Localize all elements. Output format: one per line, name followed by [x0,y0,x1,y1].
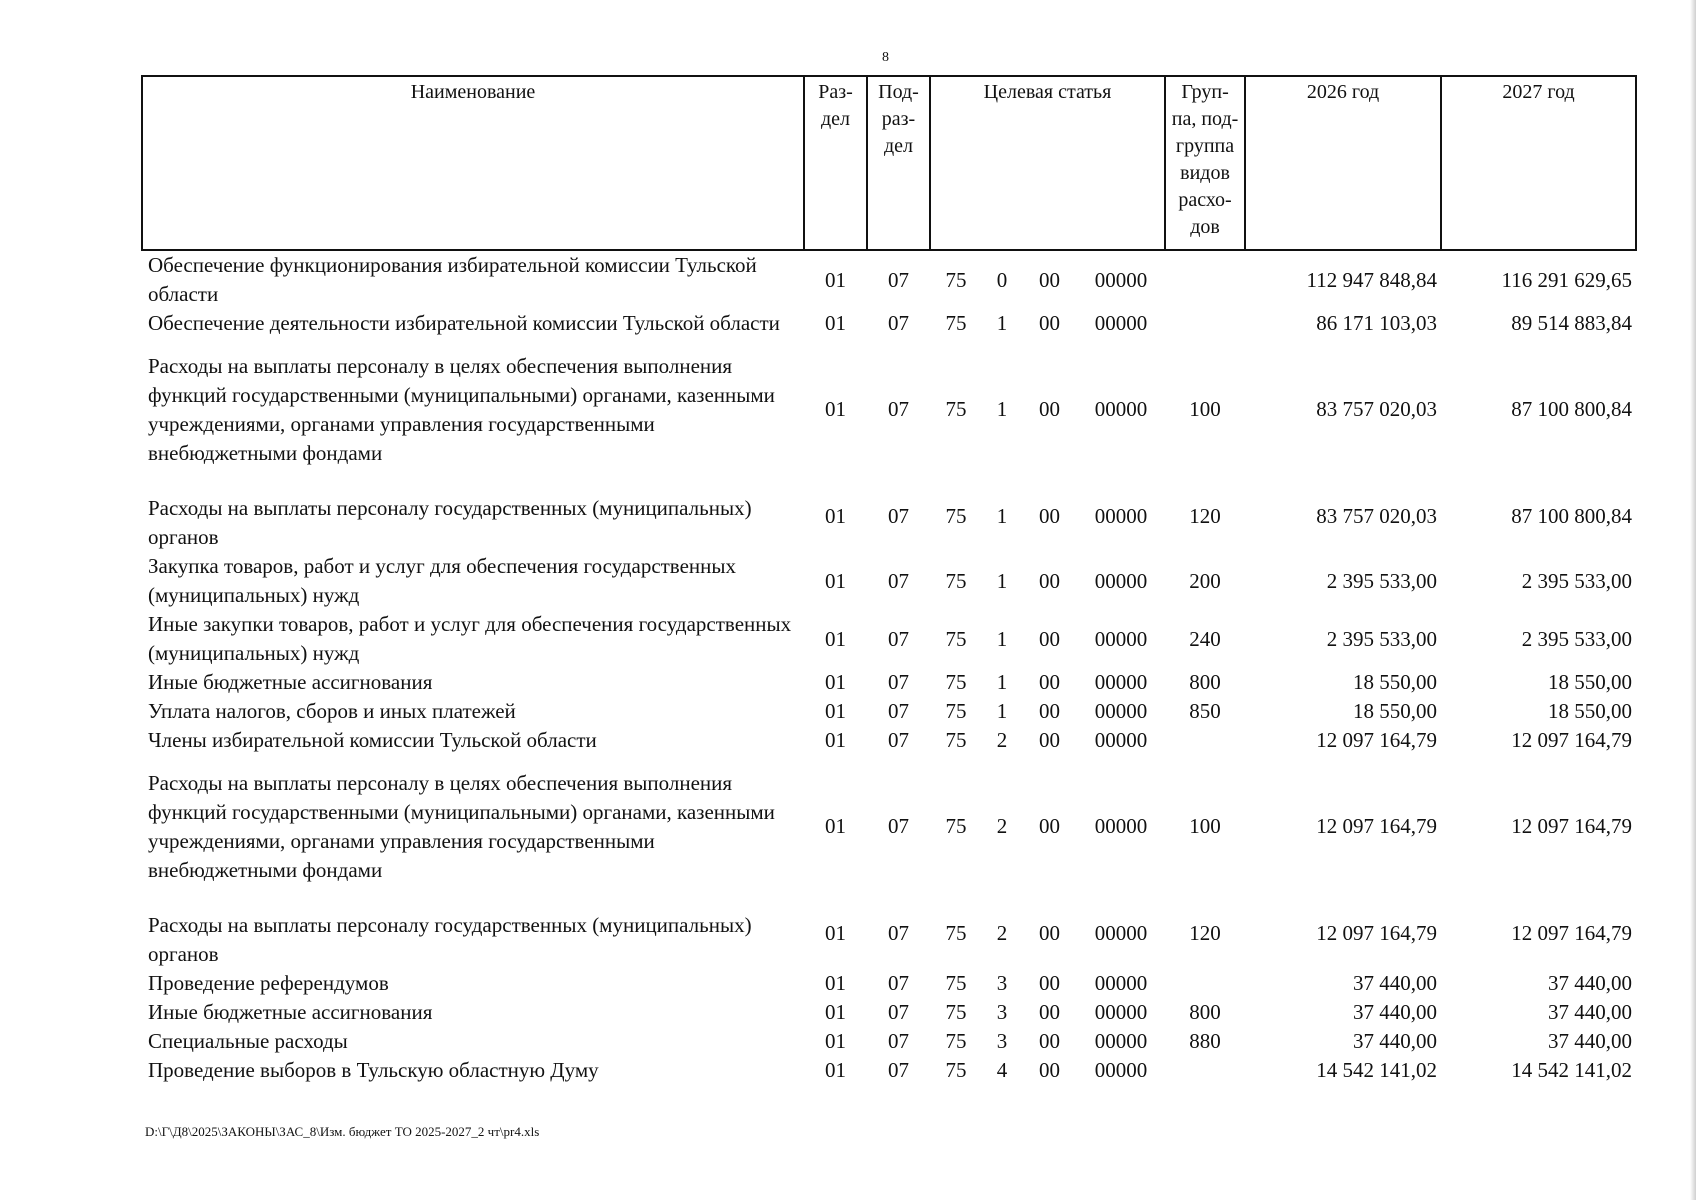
header-expense-group: Груп- па, под- группа видов расхо- дов [1165,76,1245,250]
row-target-direction: 00000 [1094,1029,1148,1053]
row-amount-2027: 2 395 533,00 [1521,626,1633,651]
header-year-2027: 2027 год [1441,76,1636,250]
row-razdel: 01 [825,626,846,651]
row-target-event: 00 [1039,568,1060,593]
row-amount-2026: 37 440,00 [1353,971,1438,995]
row-amount-2026: 37 440,00 [1353,1000,1438,1024]
row-name: Проведение референдумов [148,971,389,995]
budget-table [141,75,1637,1085]
row-target-program: 75 [945,670,967,694]
row-podrazdel: 07 [888,699,909,723]
row-target-subprogram: 3 [996,1029,1008,1053]
row-target-event: 00 [1039,670,1060,694]
row-name: Расходы на выплаты персоналу в целях обеспечения выполнения функций государственными (муниципальными) органами, казенными учреждениями, органами управления государственными внебюджетными фондами [148,771,775,882]
row-target-subprogram: 4 [996,1058,1008,1082]
row-expense-group: 800 [1189,1000,1221,1024]
row-target-direction: 00000 [1094,670,1148,694]
row-target-subprogram: 2 [996,728,1008,752]
table-row [142,755,1636,897]
row-target-event: 00 [1039,396,1060,421]
row-target-direction: 00000 [1094,503,1148,528]
table-row [142,897,1636,969]
row-target-program: 75 [945,699,967,723]
row-name: Проведение выборов в Тульскую областную Думу [148,1058,599,1082]
row-amount-2027: 116 291 629,65 [1501,267,1633,292]
table-row [142,726,1636,755]
row-razdel: 01 [825,920,846,945]
row-name: Расходы на выплаты персоналу в целях обеспечения выполнения функций государственными (муниципальными) органами, казенными учреждениями, органами управления государственными внебюджетными фондами [148,354,775,465]
table-row [142,1027,1636,1056]
header-name: Наименование [142,76,804,250]
row-razdel: 01 [825,813,846,838]
table-row [142,309,1636,338]
row-podrazdel: 07 [888,971,909,995]
row-name: Иные бюджетные ассигнования [148,1000,433,1024]
row-expense-group [1165,250,1245,309]
row-target-direction: 00000 [1094,813,1148,838]
page-number: 8 [882,50,889,65]
table-row [142,969,1636,998]
row-name: Иные закупки товаров, работ и услуг для обеспечения государственных (муниципальных) нужд [148,612,792,665]
row-expense-group [1165,726,1245,755]
row-amount-2027: 18 550,00 [1548,699,1633,723]
row-target-subprogram: 1 [996,396,1008,421]
row-target-event: 00 [1039,1000,1060,1024]
table-row [142,480,1636,552]
row-target-event: 00 [1039,1058,1060,1082]
row-expense-group [1165,309,1245,338]
row-name: Специальные расходы [148,1029,348,1053]
table-row [142,697,1636,726]
row-name: Члены избирательной комиссии Тульской области [148,728,597,752]
row-amount-2026: 18 550,00 [1353,699,1438,723]
row-target-program: 75 [945,1000,967,1024]
row-amount-2026: 83 757 020,03 [1316,396,1438,421]
row-amount-2026: 12 097 164,79 [1316,813,1438,838]
row-target-direction: 00000 [1094,311,1148,335]
row-amount-2027: 2 395 533,00 [1521,568,1633,593]
row-amount-2026: 14 542 141,02 [1316,1058,1438,1082]
row-amount-2026: 83 757 020,03 [1316,503,1438,528]
row-name: Уплата налогов, сборов и иных платежей [148,699,516,723]
row-target-subprogram: 2 [996,920,1008,945]
row-amount-2027: 37 440,00 [1548,1029,1633,1053]
row-podrazdel: 07 [888,626,909,651]
row-name: Обеспечение деятельности избирательной комиссии Тульской области [148,311,780,335]
row-target-direction: 00000 [1094,920,1148,945]
row-razdel: 01 [825,728,846,752]
row-amount-2027: 18 550,00 [1548,670,1633,694]
row-amount-2026: 18 550,00 [1353,670,1438,694]
row-target-direction: 00000 [1094,568,1148,593]
row-target-event: 00 [1039,971,1060,995]
row-target-subprogram: 3 [996,1000,1008,1024]
row-expense-group [1165,1056,1245,1085]
row-amount-2027: 14 542 141,02 [1511,1058,1633,1082]
scan-edge [1690,0,1696,1200]
header-target-article: Целевая статья [930,76,1165,250]
row-razdel: 01 [825,1000,846,1024]
row-podrazdel: 07 [888,503,909,528]
header-row [142,76,1636,250]
header-razdel: Раз- дел [804,76,867,250]
row-target-program: 75 [945,971,967,995]
row-expense-group: 800 [1189,670,1221,694]
row-target-program: 75 [945,626,967,651]
row-target-event: 00 [1039,267,1060,292]
row-podrazdel: 07 [888,311,909,335]
row-expense-group: 120 [1189,920,1221,945]
row-amount-2027: 37 440,00 [1548,1000,1633,1024]
row-amount-2027: 12 097 164,79 [1511,728,1633,752]
header-podrazdel: Под- раз- дел [867,76,930,250]
row-amount-2026: 112 947 848,84 [1306,267,1438,292]
row-expense-group [1165,969,1245,998]
row-razdel: 01 [825,670,846,694]
table-body [142,250,1636,1085]
row-amount-2026: 37 440,00 [1353,1029,1438,1053]
row-name: Закупка товаров, работ и услуг для обеспечения государственных (муниципальных) нужд [148,554,737,607]
row-podrazdel: 07 [888,920,909,945]
row-razdel: 01 [825,568,846,593]
row-podrazdel: 07 [888,1000,909,1024]
row-razdel: 01 [825,396,846,421]
table-row [142,250,1636,309]
row-expense-group: 120 [1189,503,1221,528]
row-target-event: 00 [1039,503,1060,528]
table-row [142,998,1636,1027]
row-target-subprogram: 1 [996,670,1008,694]
row-razdel: 01 [825,699,846,723]
row-podrazdel: 07 [888,267,909,292]
row-target-program: 75 [945,1029,967,1053]
row-expense-group: 100 [1189,396,1221,421]
file-path: D:\Г\Д8\2025\ЗАКОНЫ\ЗАС_8\Изм. бюджет ТО 2025-2027_2 чт\pr4.xls [145,1124,540,1139]
row-expense-group: 880 [1189,1029,1221,1053]
row-amount-2026: 12 097 164,79 [1316,920,1438,945]
row-target-program: 75 [945,813,967,838]
table-row [142,668,1636,697]
row-target-program: 75 [945,728,967,752]
row-target-subprogram: 3 [996,971,1008,995]
row-amount-2027: 87 100 800,84 [1511,396,1633,421]
row-name: Обеспечение функционирования избирательной комиссии Тульской области [148,253,757,306]
row-razdel: 01 [825,971,846,995]
row-podrazdel: 07 [888,1058,909,1082]
row-target-program: 75 [945,503,967,528]
row-target-direction: 00000 [1094,396,1148,421]
row-amount-2026: 12 097 164,79 [1316,728,1438,752]
row-amount-2027: 37 440,00 [1548,971,1633,995]
row-name: Расходы на выплаты персоналу государственных (муниципальных) органов [148,913,752,966]
row-target-direction: 00000 [1094,626,1148,651]
row-target-direction: 00000 [1094,728,1148,752]
row-target-event: 00 [1039,813,1060,838]
row-target-event: 00 [1039,311,1060,335]
row-amount-2026: 86 171 103,03 [1316,311,1438,335]
row-target-program: 75 [945,396,967,421]
row-target-direction: 00000 [1094,267,1148,292]
row-target-event: 00 [1039,699,1060,723]
row-podrazdel: 07 [888,728,909,752]
row-amount-2027: 89 514 883,84 [1511,311,1633,335]
row-target-direction: 00000 [1094,1000,1148,1024]
row-name: Расходы на выплаты персоналу государственных (муниципальных) органов [148,496,752,549]
row-expense-group: 100 [1189,813,1221,838]
row-target-program: 75 [945,1058,967,1082]
row-target-subprogram: 1 [996,699,1008,723]
table-row [142,1056,1636,1085]
row-podrazdel: 07 [888,568,909,593]
table-row [142,610,1636,668]
row-expense-group: 240 [1189,626,1221,651]
row-target-event: 00 [1039,728,1060,752]
row-razdel: 01 [825,1058,846,1082]
row-target-subprogram: 2 [996,813,1008,838]
row-target-subprogram: 0 [996,267,1008,292]
row-podrazdel: 07 [888,1029,909,1053]
row-target-event: 00 [1039,1029,1060,1053]
row-podrazdel: 07 [888,670,909,694]
row-amount-2026: 2 395 533,00 [1326,568,1438,593]
row-target-event: 00 [1039,626,1060,651]
row-target-program: 75 [945,568,967,593]
row-razdel: 01 [825,1029,846,1053]
row-target-program: 75 [945,311,967,335]
row-target-direction: 00000 [1094,1058,1148,1082]
row-razdel: 01 [825,503,846,528]
row-amount-2027: 12 097 164,79 [1511,813,1633,838]
header-year-2026: 2026 год [1245,76,1441,250]
row-target-direction: 00000 [1094,699,1148,723]
row-target-subprogram: 1 [996,311,1008,335]
row-expense-group: 850 [1189,699,1221,723]
table-row [142,338,1636,480]
row-target-subprogram: 1 [996,503,1008,528]
row-amount-2027: 12 097 164,79 [1511,920,1633,945]
row-target-program: 75 [945,920,967,945]
row-podrazdel: 07 [888,813,909,838]
row-razdel: 01 [825,267,846,292]
row-razdel: 01 [825,311,846,335]
row-target-subprogram: 1 [996,626,1008,651]
row-target-event: 00 [1039,920,1060,945]
table-row [142,552,1636,610]
row-podrazdel: 07 [888,396,909,421]
row-target-program: 75 [945,267,967,292]
row-target-direction: 00000 [1094,971,1148,995]
row-name: Иные бюджетные ассигнования [148,670,433,694]
row-expense-group: 200 [1189,568,1221,593]
row-amount-2026: 2 395 533,00 [1326,626,1438,651]
row-amount-2027: 87 100 800,84 [1511,503,1633,528]
row-target-subprogram: 1 [996,568,1008,593]
